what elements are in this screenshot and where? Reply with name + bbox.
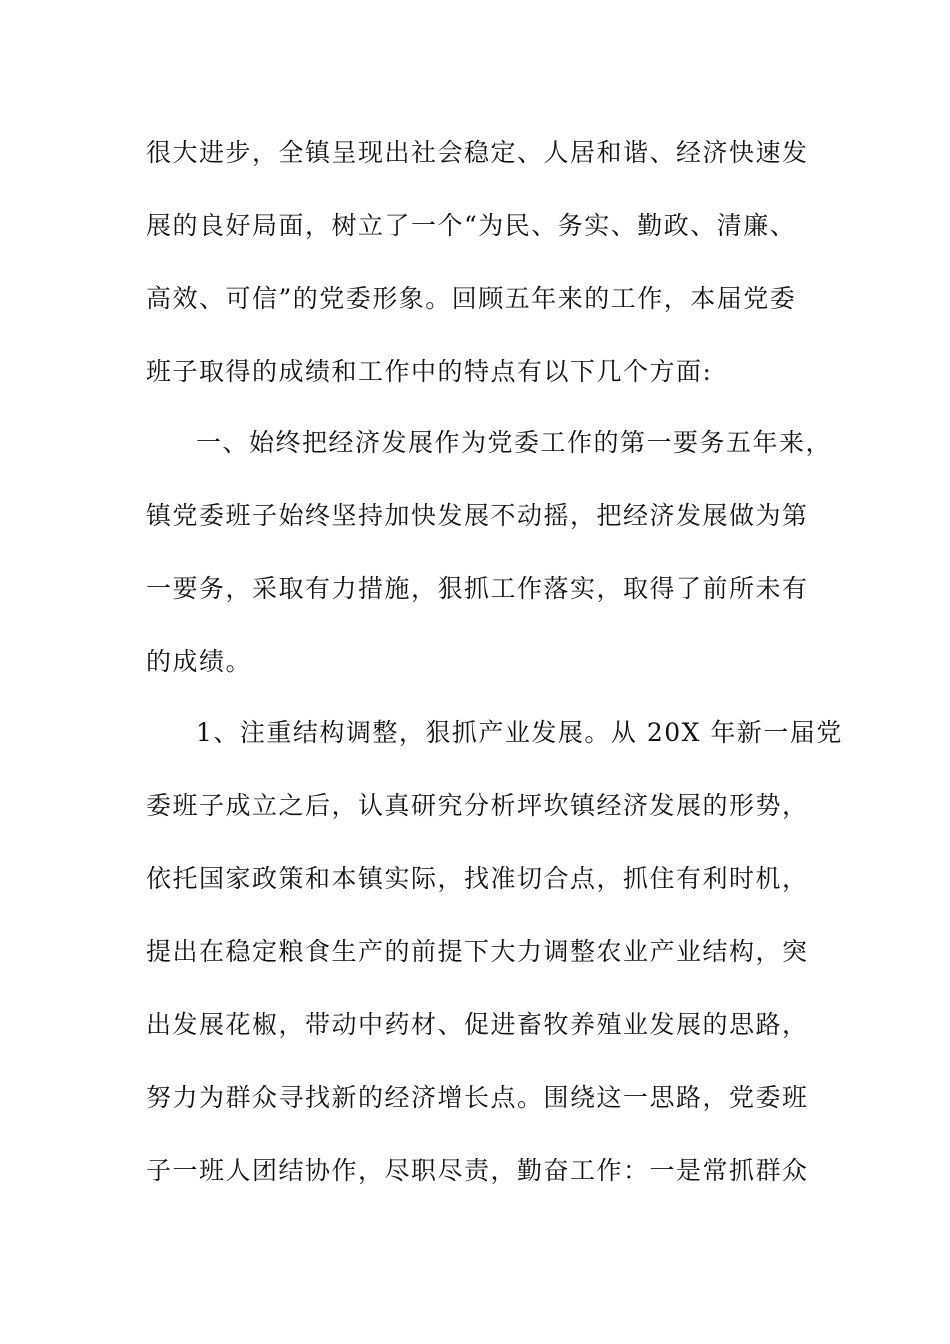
text-line: 很大进步，全镇呈现出社会稳定、人居和谐、经济快速发 — [146, 138, 809, 167]
text-line: 委班子成立之后，认真研究分析坪坎镇经济发展的形势， — [146, 791, 809, 820]
text-line: 展的良好局面，树立了一个“为民、务实、勤政、清廉、 — [146, 211, 797, 240]
subsection-heading: 1、注重结构调整，狠抓产业发展。从 20X 年新一届党 — [196, 718, 843, 747]
text-line: 努力为群众寻找新的经济增长点。围绕这一思路，党委班 — [146, 1083, 809, 1112]
text-line: 镇党委班子始终坚持加快发展不动摇，把经济发展做为第 — [146, 501, 809, 530]
text-line: 班子取得的成绩和工作中的特点有以下几个方面: — [146, 357, 713, 386]
text-line: 的成绩。 — [146, 647, 253, 676]
text-line: 高效、可信”的党委形象。回顾五年来的工作，本届党委 — [146, 284, 797, 313]
text-line: 提出在稳定粮食生产的前提下大力调整农业产业结构，突 — [146, 937, 809, 966]
text-line: 依托国家政策和本镇实际，找准切合点，抓住有利时机， — [146, 864, 809, 893]
section-heading: 一、始终把经济发展作为党委工作的第一要务五年来， — [196, 428, 833, 457]
text-line: 子一班人团结协作，尽职尽责，勤奋工作：一是常抓群众 — [146, 1156, 809, 1185]
text-line: 一要务，采取有力措施，狠抓工作落实，取得了前所未有 — [146, 574, 809, 603]
text-line: 出发展花椒，带动中药材、促进畜牧养殖业发展的思路， — [146, 1010, 809, 1039]
